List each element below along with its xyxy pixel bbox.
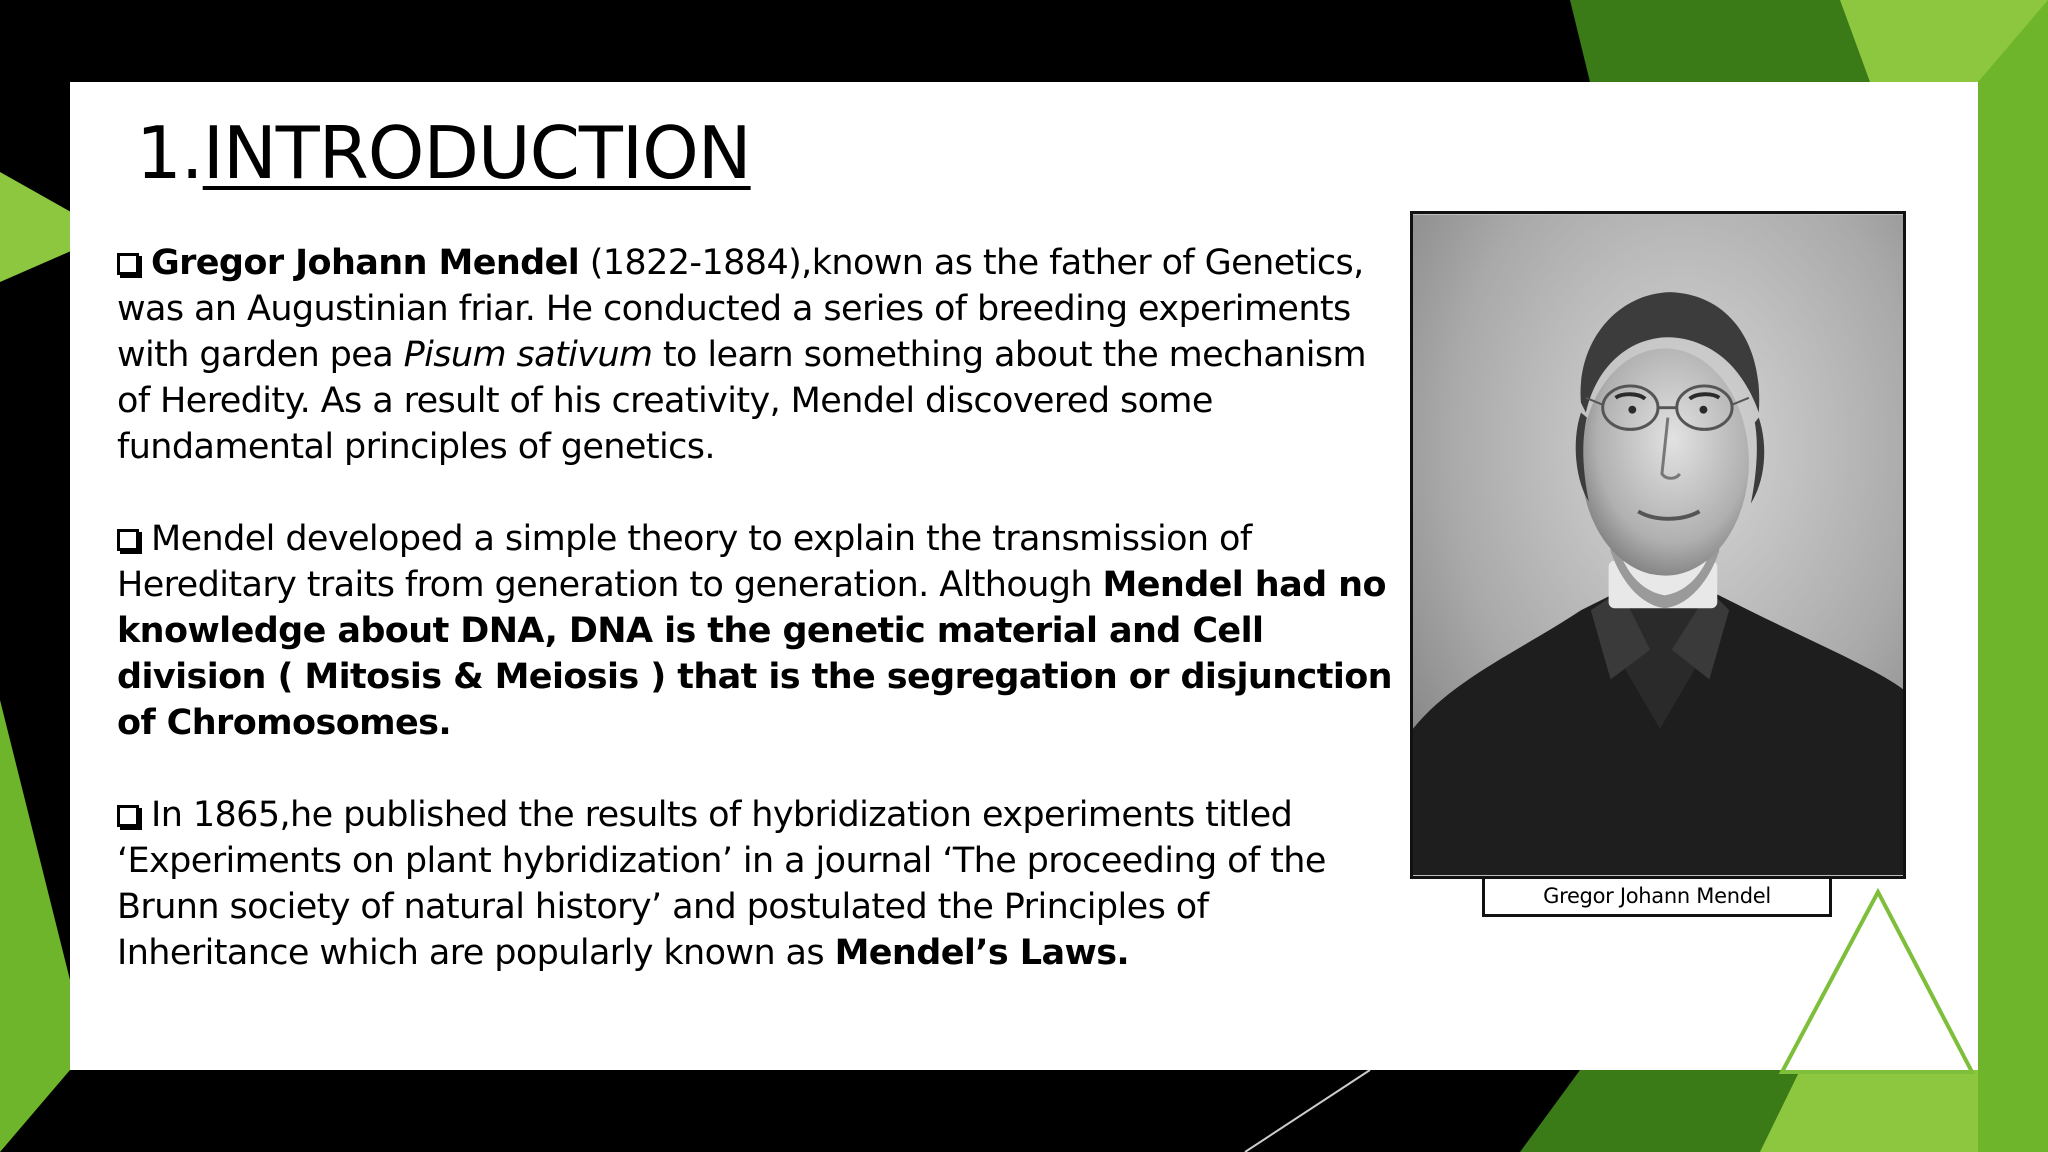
portrait-illustration — [1413, 214, 1903, 876]
title-number: 1. — [136, 111, 203, 195]
paragraph-1 — [117, 240, 1407, 470]
title-text: INTRODUCTION — [202, 111, 751, 195]
para1-run-4: to learn something about the mechanism of Heredity. As a result of his creativity, Mendel discovered some fundamental principles of genetics. — [117, 335, 1367, 467]
checkbox-bullet-icon — [117, 529, 139, 551]
para1-run-3: Pisum sativum — [403, 335, 653, 375]
slide-title — [136, 112, 751, 195]
para1-run-2: (1822-1884),known as the father of Genetics, was an Augustinian friar. He conducted a series of breeding experiments with garden pea — [117, 243, 1364, 375]
portrait-photo — [1410, 211, 1906, 879]
para3-run-2: Mendel’s Laws. — [834, 933, 1130, 973]
checkbox-bullet-icon — [117, 805, 139, 827]
right-edge-green-strip — [1978, 0, 2048, 1152]
checkbox-bullet-icon — [117, 253, 139, 275]
para2-run-2: Mendel had no knowledge about DNA, DNA is the genetic material and Cell division ( Mitosis & Meiosis ) that is the segregation or disjunction of Chromosomes. — [117, 565, 1392, 743]
paragraph-2 — [117, 516, 1407, 746]
content-body — [117, 240, 1407, 976]
photo-caption: Gregor Johann Mendel — [1482, 879, 1832, 917]
para2-run-1: Mendel developed a simple theory to explain the transmission of Hereditary traits from generation to generation. Although — [117, 519, 1252, 605]
paragraph-3 — [117, 792, 1407, 976]
para3-run-1: In 1865,he published the results of hybridization experiments titled ‘Experiments on plant hybridization’ in a journal ‘The proceeding of the Brunn society of natural history’ and postulated the Principles of Inheritance which are popularly known as — [117, 795, 1326, 973]
para1-run-1: Gregor Johann Mendel — [151, 243, 580, 283]
